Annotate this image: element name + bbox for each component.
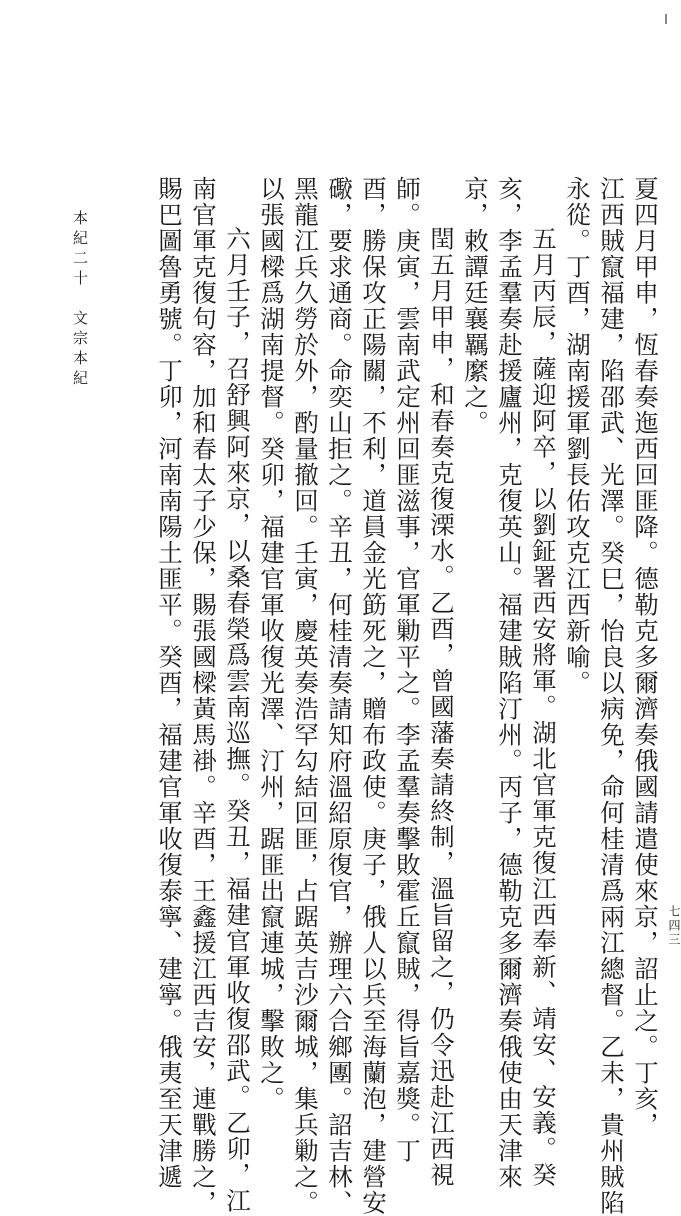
scan-edge-mark: [665, 14, 667, 24]
running-head: 本紀二十 文宗本紀: [71, 210, 89, 390]
text-column-9: 酉，勝保攻正陽關，不利，道員金光筯死之，贈布政使。庚子，俄人以兵至海蘭泡，建營安: [359, 176, 388, 1216]
text-column-8: 師。庚寅，雲南武定州回匪滋事，官軍勦平之。李孟羣奏擊敗霍丘竄賊，得旨嘉獎。丁: [393, 176, 422, 1164]
text-column-10: 礮，要求通商。命奕山拒之。辛丑，何桂清奏請知府溫紹原復官，辦理六合鄉團。詔吉林、: [325, 176, 354, 1216]
text-column-12: 以張國樑爲湖南提督。癸卯，福建官軍收復光澤、汀州，踞匪出竄連城，擊敗之。: [257, 176, 286, 1112]
text-column-2: 江西賊竄福建，陷邵武、光澤。癸巳，怡良以病免，命何桂清爲兩江總督。乙未，貴州賊陷: [597, 176, 626, 1216]
text-column-7: 閏五月甲申，和春奏克復溧水。乙酉，曾國藩奏請終制，溫旨留之，仍令迅赴江西視: [427, 226, 456, 1188]
text-column-6: 京，敕譚廷襄羈縻之。: [461, 176, 490, 436]
text-column-14: 南官軍克復句容，加和春太子少保，賜張國樑黃馬褂。辛酉，王鑫援江西吉安，連戰勝之，: [189, 176, 218, 1216]
text-column-15: 賜巴圖魯勇號。丁卯，河南南陽土匪平。癸酉，福建官軍收復泰寧、建寧。俄夷至天津遞: [155, 176, 184, 1190]
text-column-5: 亥，李孟羣奏赴援廬州，克復英山。福建賊陷汀州。丙子，德勒克多爾濟奏俄使由天津來: [495, 176, 524, 1190]
text-column-1: 夏四月甲申，恆春奏迤西回匪降。德勒克多爾濟奏俄國請遣使來京，詔止之。丁亥，: [631, 176, 660, 1138]
text-column-13: 六月壬子，召舒興阿來京，以桑春榮爲雲南巡撫。癸丑，福建官軍收復邵武。乙卯，江: [223, 226, 252, 1214]
text-column-3: 永從。丁酉，湖南援軍劉長佑攻克江西新喻。: [563, 176, 592, 696]
text-column-4: 五月丙辰，薩迎阿卒，以劉鉦署西安將軍。湖北官軍克復江西奉新、靖安、安義。癸: [529, 226, 558, 1188]
page-number: 七四三: [667, 905, 681, 947]
text-column-11: 黑龍江兵久勞於外，酌量撤回。壬寅，慶英奏浩罕勾結回匪，占踞英吉沙爾城，集兵勦之。: [291, 176, 320, 1216]
